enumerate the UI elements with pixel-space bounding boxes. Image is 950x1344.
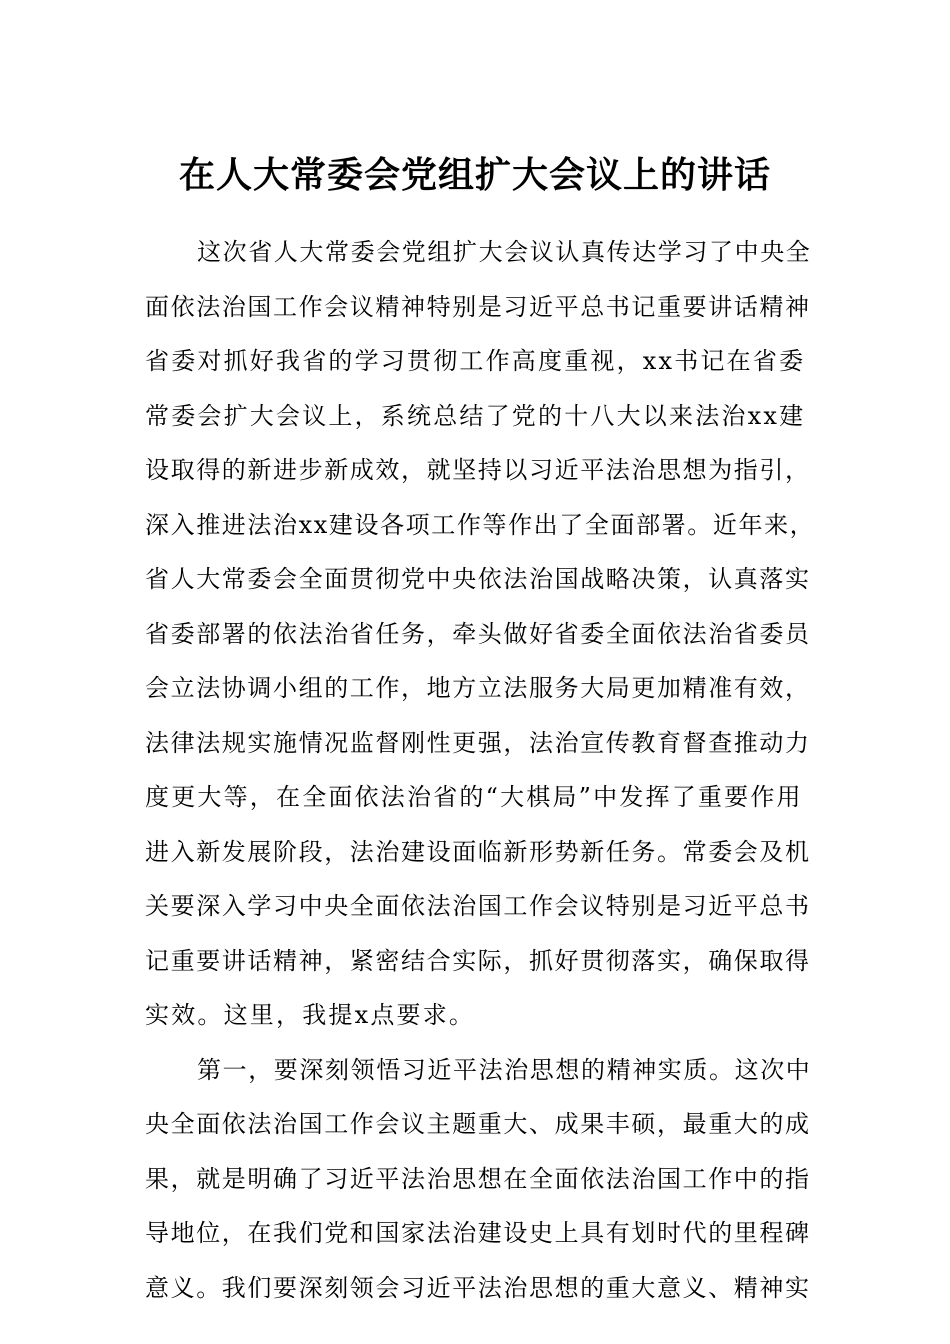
- paragraph-line: 进入新发展阶段，法治建设面临新形势新任务。常委会及机: [145, 837, 811, 866]
- paragraph-line: 法律法规实施情况监督刚性更强，法治宣传教育督查推动力: [145, 728, 811, 757]
- paragraph-line: 面依法治国工作会议精神特别是习近平总书记重要讲话精神: [145, 292, 811, 321]
- document-body: [145, 225, 815, 1315]
- paragraph-line: 记重要讲话精神，紧密结合实际，抓好贯彻落实，确保取得: [145, 946, 811, 975]
- paragraph-line: 度更大等，在全面依法治省的“大棋局”中发挥了重要作用: [145, 783, 803, 811]
- paragraph-line: 央全面依法治国工作会议主题重大、成果丰硕，最重大的成: [145, 1110, 811, 1138]
- paragraph-line: 关要深入学习中央全面依法治国工作会议特别是习近平总书: [145, 892, 811, 920]
- paragraph-line: 省委部署的依法治省任务，牵头做好省委全面依法治省委员: [145, 619, 811, 648]
- paragraph-line: 果，就是明确了习近平法治思想在全面依法治国工作中的指: [145, 1164, 811, 1193]
- paragraph-line: 省人大常委会全面贯彻党中央依法治国战略决策，认真落实: [145, 565, 811, 593]
- paragraph-line: 实效。这里，我提x点要求。: [145, 1001, 476, 1029]
- paragraph-line: 省委对抓好我省的学习贯彻工作高度重视，xx书记在省委: [145, 347, 806, 375]
- paragraph-line: 导地位，在我们党和国家法治建设史上具有划时代的里程碑: [145, 1219, 811, 1247]
- paragraph-line: 设取得的新进步新成效，就坚持以习近平法治思想为指引，: [145, 456, 811, 484]
- document-title: 在人大常委会党组扩大会议上的讲话: [178, 154, 771, 196]
- paragraph-line: 意义。我们要深刻领会习近平法治思想的重大意义、精神实: [145, 1273, 811, 1302]
- paragraph-line: 常委会扩大会议上，系统总结了党的十八大以来法治xx建: [145, 401, 806, 430]
- paragraph-line: 会立法协调小组的工作，地方立法服务大局更加精准有效，: [145, 674, 811, 702]
- paragraph-line: 这次省人大常委会党组扩大会议认真传达学习了中央全: [197, 238, 812, 266]
- paragraph-line: 第一，要深刻领悟习近平法治思想的精神实质。这次中: [197, 1055, 812, 1084]
- paragraph-line: 深入推进法治xx建设各项工作等作出了全面部署。近年来，: [145, 510, 816, 539]
